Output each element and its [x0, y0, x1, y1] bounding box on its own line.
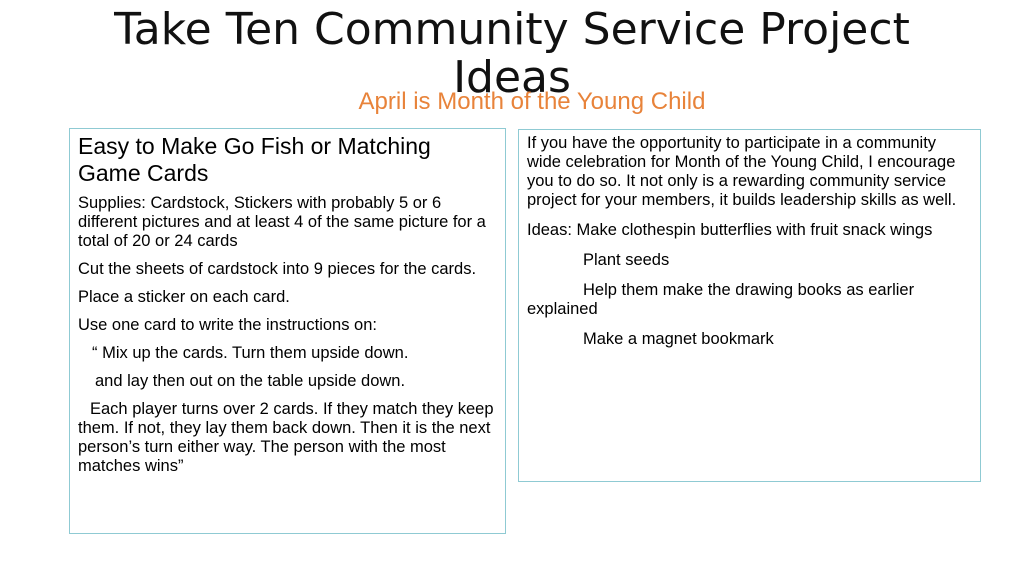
box-heading: Easy to Make Go Fish or Matching Game Cards — [78, 133, 431, 186]
use-card-text: Use one card to write the instructions on: — [78, 316, 377, 334]
supplies-text: Supplies: Cardstock, Stickers with probably 5 or 6 different pictures and at least 4 of the same picture for a total of 20 or 24 cards — [78, 194, 486, 250]
go-fish-instructions-box — [69, 128, 506, 534]
player-turns-text — [78, 400, 497, 476]
idea-plant-seeds: Plant seeds — [583, 251, 670, 269]
cut-text: Cut the sheets of cardstock into 9 pieces for the cards. — [78, 260, 477, 278]
intro-text: If you have the opportunity to participate in a community wide celebration for Month of the Young Child, I encourage you to do so. It not only is a rewarding community service project for your members, it builds leadership skills as well. — [527, 134, 957, 209]
page-title: Take Ten Community Service Project Ideas — [114, 4, 910, 103]
place-sticker-text: Place a sticker on each card. — [78, 288, 290, 306]
player-turns-content: Each player turns over 2 cards. If they match they keep them. If not, they lay them back down. Then it is the next person’s turn either way. The person with the most matches wins” — [78, 400, 494, 475]
page-subtitle: April is Month of the Young Child — [358, 88, 706, 115]
mix-cards-text: “ Mix up the cards. Turn them upside down. — [92, 344, 409, 362]
lay-cards-text: and lay then out on the table upside down. — [95, 372, 406, 390]
idea-drawing-books-content: Help them make the drawing books as earlier explained — [527, 281, 915, 318]
idea-drawing-books — [527, 281, 972, 319]
ideas-text: Ideas: Make clothespin butterflies with fruit snack wings — [527, 221, 933, 239]
month-young-child-box — [518, 129, 981, 482]
idea-magnet-bookmark: Make a magnet bookmark — [583, 330, 774, 348]
